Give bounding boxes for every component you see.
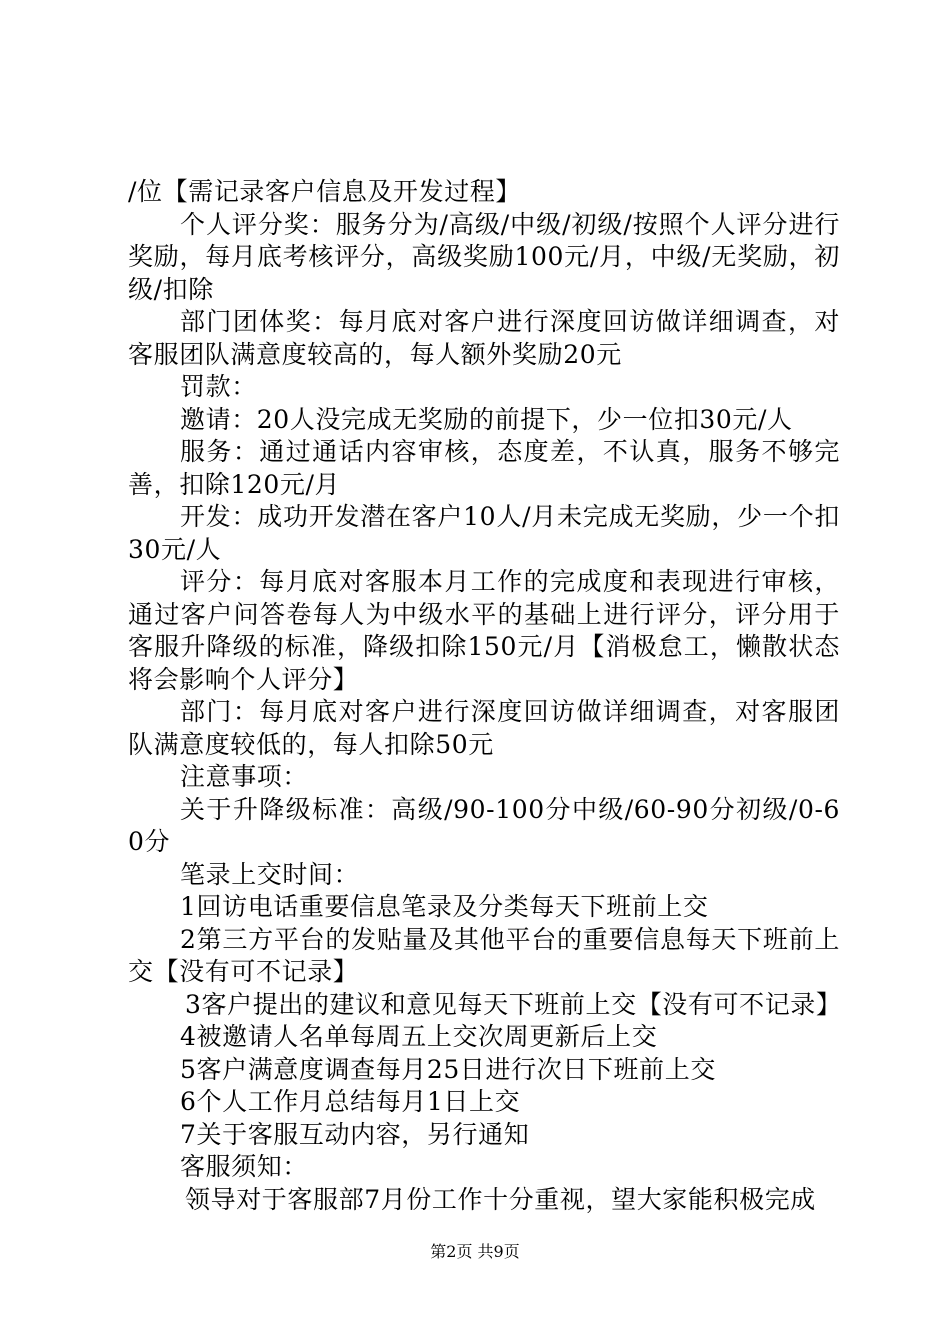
heading-notes: 注意事项：: [180, 762, 309, 791]
list-item-record-5: 5客户满意度调查每月25日进行次日下班前上交: [180, 1054, 716, 1084]
paragraph-service-notice: 领导对于客服部7月份工作十分重视，望大家能积极完成: [185, 1184, 816, 1214]
list-item-record-7: 7关于客服互动内容，另行通知: [180, 1119, 530, 1149]
paragraph-grade-standard: 关于升降级标准：高级/90-100分中级/60-90分初级/0-60分: [128, 794, 840, 856]
page-number: 第2页 共9页: [430, 1242, 520, 1261]
list-item-record-2: 2第三方平台的发贴量及其他平台的重要信息每天下班前上交【没有可不记录】: [128, 924, 840, 986]
document-body: [128, 176, 840, 1216]
paragraph-fine-development: 开发：成功开发潜在客户10人/月未完成无奖励，少一个扣30元/人: [128, 502, 840, 564]
list-item-record-4: 4被邀请人名单每周五上交次周更新后上交: [180, 1022, 658, 1051]
paragraph-team-award: 部门团体奖：每月底对客户进行深度回访做详细调查，对客服团队满意度较高的，每人额外奖励20元: [128, 307, 840, 369]
heading-record-submission: 笔录上交时间：: [180, 859, 360, 889]
list-item-record-6: 6个人工作月总结每月1日上交: [180, 1087, 521, 1116]
heading-service-notice: 客服须知：: [180, 1152, 309, 1181]
paragraph-fine-department: 部门：每月底对客户进行深度回访做详细调查，对客服团队满意度较低的，每人扣除50元: [128, 697, 840, 759]
heading-fines: 罚款：: [180, 372, 257, 401]
paragraph-fine-invitation: 邀请：20人没完成无奖励的前提下，少一位扣30元/人: [180, 404, 793, 434]
list-item-record-3: 3客户提出的建议和意见每天下班前上交【没有可不记录】: [185, 989, 842, 1019]
paragraph-fine-scoring: 评分：每月底对客服本月工作的完成度和表现进行审核，通过客户问答卷每人为中级水平的基础上进行评分，评分用于客服升降级的标准，降级扣除150元/月【消极怠工，懒散状态将会影响个人评分】: [128, 567, 840, 694]
paragraph-fine-service: 服务：通过通话内容审核，态度差，不认真，服务不够完善，扣除120元/月: [128, 437, 840, 499]
paragraph-continuation: /位【需记录客户信息及开发过程】: [128, 177, 522, 206]
paragraph-personal-score-award: 个人评分奖：服务分为/高级/中级/初级/按照个人评分进行奖励，每月底考核评分，高级奖励100元/月，中级/无奖励，初级/扣除: [128, 209, 840, 304]
list-item-record-1: 1回访电话重要信息笔录及分类每天下班前上交: [180, 892, 709, 921]
